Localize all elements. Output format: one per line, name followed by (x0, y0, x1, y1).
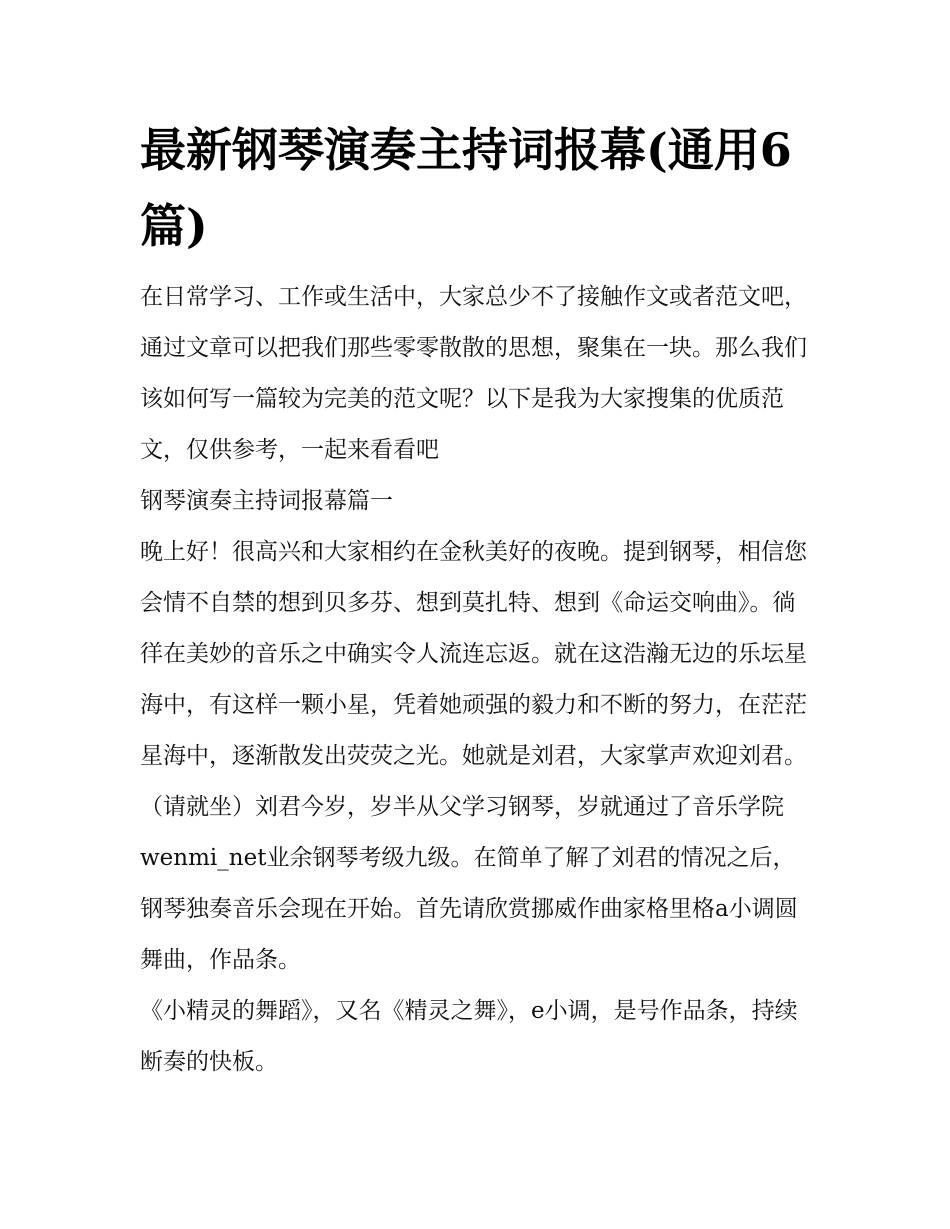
document-title: 最新钢琴演奏主持词报幕(通用6篇) (140, 123, 792, 253)
intro-paragraph: 在日常学习、工作或生活中，大家总少不了接触作文或者范文吧，通过文章可以把我们那些零零散散的思想，聚集在一块。那么我们该如何写一篇较为完美的范文呢？以下是我为大家搜集的优质范文，仅供参考，一起来看看吧 (140, 284, 807, 463)
document-body (140, 112, 816, 1088)
section-heading: 钢琴演奏主持词报幕篇一 (140, 488, 393, 514)
body-paragraph-1: 晚上好！很高兴和大家相约在金秋美好的夜晚。提到钢琴，相信您会情不自禁的想到贝多芬、想到莫扎特、想到《命运交响曲》。徜徉在美妙的音乐之中确实令人流连忘返。就在这浩瀚无边的乐坛星海中，有这样一颗小星，凭着她顽强的毅力和不断的努力，在茫茫星海中，逐渐散发出荧荧之光。她就是刘君，大家掌声欢迎刘君。（请就坐）刘君今岁，岁半从父学习钢琴，岁就通过了音乐学院wenmi_net业余钢琴考级九级。在简单了解了刘君的情况之后，钢琴独奏音乐会现在开始。首先请欣赏挪威作曲家格里格a小调圆舞曲，作品条。 (140, 539, 807, 973)
body-paragraph-2: 《小精灵的舞蹈》，又名《精灵之舞》，e小调，是号作品条，持续断奏的快板。 (140, 998, 798, 1075)
